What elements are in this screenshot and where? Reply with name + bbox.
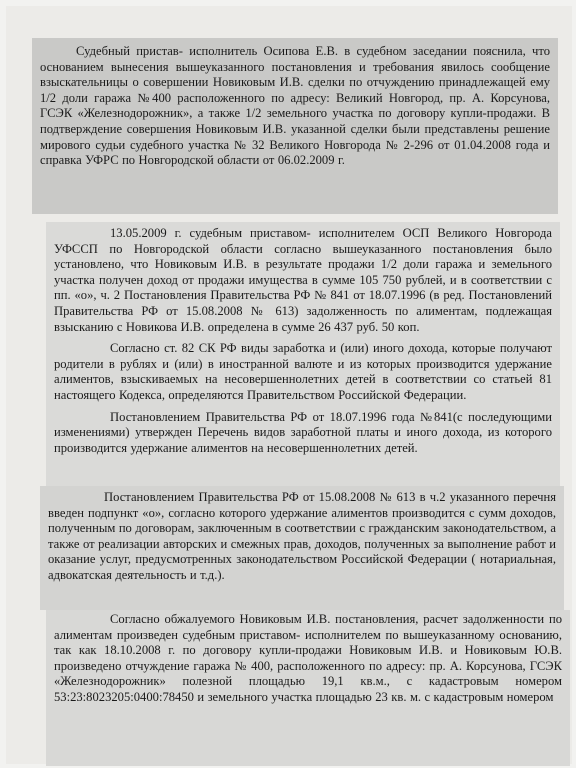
paragraph-government-resolution-613: Постановлением Правительства РФ от 15.08.2008 № 613 в ч.2 указанного перечня введен подпункт «о», согласно которого удержание алиментов производится с сумм доходов, полученным по договорам, заключенным в соответствии с гражданским законодательством, а также от реализации авторских и смежных прав, доходов, полученных за выполнение работ и оказание услуг, предусмотренных законодательством Российской Федерации ( нотариальная, адвокатская деятельность и т.д.). [48,490,556,582]
document-fragment-4 [46,610,570,766]
paragraph-appealed-resolution: Согласно обжалуемого Новиковым И.В. постановления, расчет задолженности по алиментам произведен судебным приставом- исполнителем по вышеуказанному основанию, так как 18.10.2008 г. по договору купли-продажи Новиковым И.В. и Новиковым Ю.В. произведено отчуждение гаража № 400, расположенного по адресу: пр. А. Корсунова, ГСЭК «Железнодорожник» полезной площадью 19,1 кв.м., с кадастровым номером 53:23:8023205:0400:78450 и земельного участка площадью 23 кв. м. с кадастровым номером [54,612,562,704]
paragraph-bailiff-explanation: Судебный пристав- исполнитель Осипова Е.В. в судебном заседании пояснила, что основанием вынесения вышеуказанного постановления и требования явилось сообщение взыскательницы о совершении Новиковым И.В. сделки по отчуждению принадлежащей ему 1/2 доли гаража №400 расположенного по адресу: Великий Новгород, пр. А. Корсунова, ГСЭК «Железнодорожник», а также 1/2 земельного участка по договору купли-продажи. В подтверждение совершения Новиковым И.В. указанной сделки были представлены решение мирового судьи судебного участка № 32 Великого Новгорода № 2-296 от 01.04.2008 года и справка УФРС по Новгородской области от 06.02.2009 г. [40,44,550,168]
paragraph-debt-calculation: 13.05.2009 г. судебным приставом- исполнителем ОСП Великого Новгорода УФССП по Новгородской области согласно вышеуказанного постановления было установлено, что Новиковым И.В. в результате продажи 1/2 доли гаража и земельного участка получен доход от продажи имущества в сумме 105 750 рублей, и в соответствии с пп. «о», ч. 2 Постановления Правительства РФ № 841 от 18.07.1996 (в ред. Постановлений Правительства РФ от 15.08.2008 № 613) задолженность по алиментам, подлежащая взысканию с Новикова И.В. определена в сумме 26 437 руб. 50 коп. [54,226,552,334]
document-page [6,6,572,764]
document-fragment-1 [32,38,558,214]
paragraph-family-code-article: Согласно ст. 82 СК РФ виды заработка и (или) иного дохода, которые получают родители в рублях и (или) в иностранной валюте и из которых производится удержание алиментов, взыскиваемых на несовершеннолетних детей в соответствии со статьей 81 настоящего Кодекса, определяются Правительством Российской Федерации. [54,341,552,402]
paragraph-government-resolution-841: Постановлением Правительства РФ от 18.07.1996 года №841(с последующими изменениями) утвержден Перечень видов заработной платы и иного дохода, из которого производится удержание алиментов на несовершеннолетних детей. [54,409,552,455]
document-fragment-3 [40,486,564,610]
